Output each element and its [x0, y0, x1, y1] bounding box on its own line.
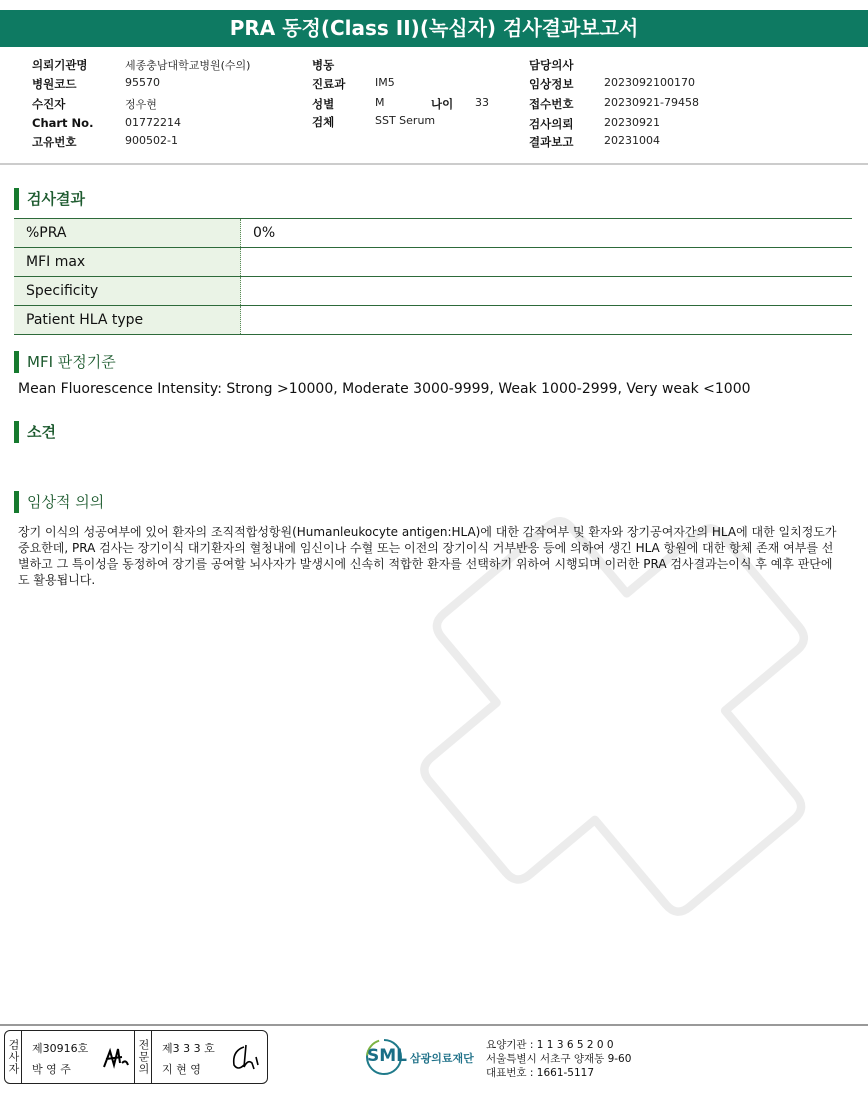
result-value-specificity [241, 277, 853, 306]
specialist-license-no: 제3 3 3 호 [162, 1042, 215, 1055]
label-unique-id: 고유번호 [32, 135, 77, 149]
value-hospital-code: 95570 [125, 76, 160, 89]
value-report-date: 20231004 [604, 134, 660, 147]
result-value-pra: 0% [241, 219, 853, 248]
sml-logo [365, 1038, 485, 1082]
examiner-label: 검사자 [5, 1031, 22, 1083]
mfi-criteria-text: Mean Fluorescence Intensity: Strong >10000, Moderate 3000-9999, Weak 1000-2999, Very weak <1000 [18, 381, 751, 397]
value-specimen: SST Serum [375, 114, 436, 127]
value-age: 33 [475, 96, 489, 109]
label-hospital-code: 병원코드 [32, 77, 77, 91]
section-results-title: 검사결과 [14, 188, 85, 210]
table-row [14, 248, 852, 277]
corp-institution-no: 요양기관 : 1 1 3 6 5 2 0 0 [486, 1039, 614, 1051]
label-patient: 수진자 [32, 97, 66, 111]
result-label-specificity: Specificity [14, 277, 241, 306]
value-receipt-no: 20230921-79458 [604, 96, 699, 109]
report-title: PRA 동정(Class II)(녹십자) 검사결과보고서 [0, 10, 868, 47]
value-patient: 정우현 [125, 98, 157, 111]
specialist-name: 지 현 영 [162, 1063, 201, 1076]
footer-divider [0, 1024, 868, 1026]
specialist-label: 전문의 [135, 1031, 152, 1083]
results-table [14, 218, 852, 335]
patient-info [0, 0, 868, 160]
section-mfi-title: MFI 판정기준 [14, 351, 116, 373]
section-opinion-title: 소견 [14, 421, 56, 443]
signature-box [4, 1030, 268, 1084]
label-request-date: 검사의뢰 [529, 117, 574, 131]
corporation-info [486, 1038, 631, 1080]
examiner-license-no: 제30916호 [32, 1042, 89, 1055]
value-department: IM5 [375, 76, 395, 89]
examiner-name: 박 영 주 [32, 1063, 71, 1076]
result-label-hla-type: Patient HLA type [14, 306, 241, 335]
specialist-cell [152, 1031, 266, 1083]
label-chart-no: Chart No. [32, 116, 94, 130]
label-clinical-info: 임상정보 [529, 77, 574, 91]
result-label-pra: %PRA [14, 219, 241, 248]
org-name: 삼광의료재단 [410, 1052, 474, 1065]
examiner-signature [100, 1041, 132, 1075]
label-doctor: 담당의사 [529, 58, 574, 72]
table-row [14, 219, 852, 248]
value-unique-id: 900502-1 [125, 134, 178, 147]
label-receipt-no: 접수번호 [529, 97, 574, 111]
value-clinical-info: 2023092100170 [604, 76, 695, 89]
value-sex: M [375, 96, 385, 109]
label-age: 나이 [431, 97, 454, 111]
result-label-mfi-max: MFI max [14, 248, 241, 277]
label-sex: 성별 [312, 97, 335, 111]
value-chart-no: 01772214 [125, 116, 181, 129]
section-clinical-title: 임상적 의의 [14, 491, 104, 513]
table-row [14, 277, 852, 306]
result-value-hla-type [241, 306, 853, 335]
label-report-date: 결과보고 [529, 135, 574, 149]
table-row [14, 306, 852, 335]
examiner-cell [22, 1031, 135, 1083]
value-request-date: 20230921 [604, 116, 660, 129]
specialist-signature [228, 1041, 262, 1075]
header-divider [0, 163, 868, 165]
corp-phone: 대표번호 : 1661-5117 [486, 1067, 595, 1079]
logo-text: SML [367, 1046, 407, 1066]
corp-address: 서울특별시 서초구 양재동 9-60 [486, 1053, 632, 1065]
label-referring-institution: 의뢰기관명 [32, 58, 88, 72]
label-specimen: 검체 [312, 115, 335, 129]
label-department: 진료과 [312, 77, 346, 91]
value-referring-institution: 세종충남대학교병원(수의) [125, 59, 251, 72]
label-ward: 병동 [312, 58, 335, 72]
result-value-mfi-max [241, 248, 853, 277]
clinical-significance-text: 장기 이식의 성공여부에 있어 환자의 조직적합성항원(Humanleukocyte antigen:HLA)에 대한 감작여부 및 환자와 장기공여자간의 HLA에 대한 일치정도가 중요한데, PRA 검사는 장기이식 대기환자의 혈청내에 임신이나 수혈 또는 이전의 장기이식 거부반응 등에 의하여 생긴 HLA 항원에 대한 항체 존재 여부를 선별하고 그 특이성을 동정하여 장기를 공여할 뇌사자가 발생시에 신속히 적합한 환자를 선택하기 위하여 시행되며 이러한 PRA 검사결과는이식 후 예후 판단에도 활용됩니다. [18, 525, 837, 587]
